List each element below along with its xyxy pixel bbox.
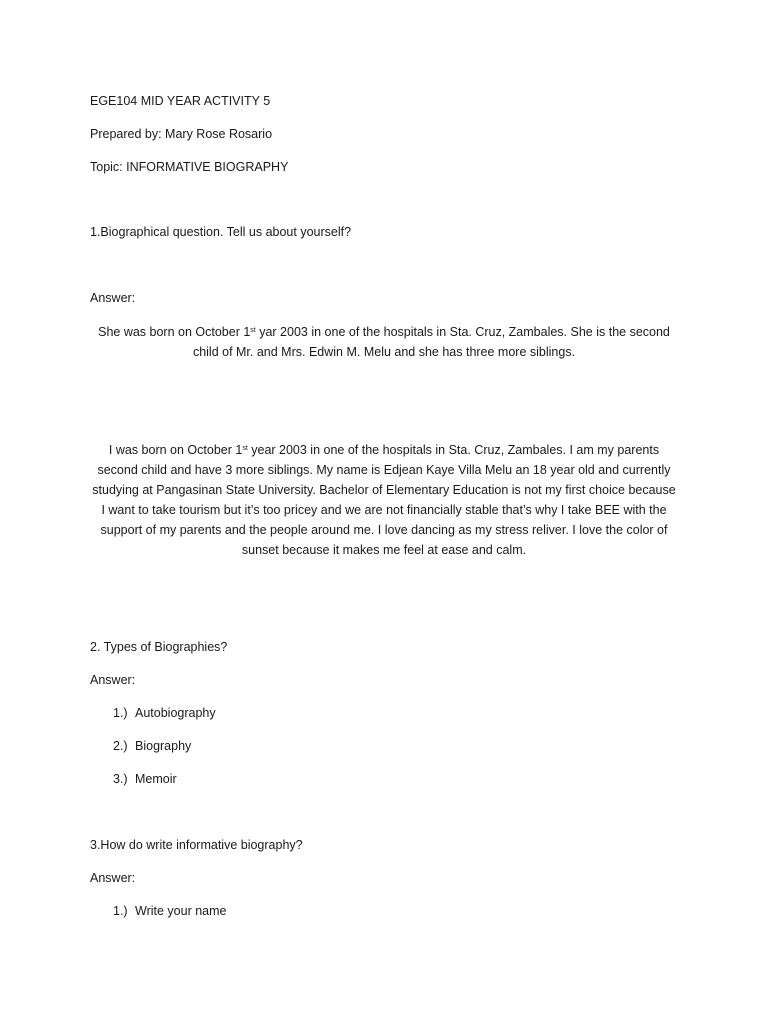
- question-2: 2. Types of Biographies?: [90, 640, 228, 654]
- list-item: 1.) Write your name: [113, 904, 227, 918]
- list-item: 2.) Biography: [113, 739, 192, 753]
- answer-label-1: Answer:: [90, 291, 136, 305]
- answer-paragraph-third-person: She was born on October 1st yar 2003 in one of the hospitals in Sta. Cruz, Zambales. She is the second child of Mr. and Mrs. Edwin M. Melu and she has three more siblings.: [98, 325, 670, 359]
- answer-paragraph-first-person: I was born on October 1st year 2003 in one of the hospitals in Sta. Cruz, Zambales. I am my parents second child and have 3 more siblings. My name is Edjean Kaye Villa Melu an 18 year old and currently studying at Pangasinan State University. Bachelor of Elementary Education is not my first choice because I want to take tourism but it’s too pricey and we are not financially stable that’s why I take BEE with the support of my parents and the people around me. I love dancing as my stress reliver. I love the color of sunset because it makes me feel at ease and calm.: [92, 443, 676, 557]
- prepared-by: Prepared by: Mary Rose Rosario: [90, 127, 273, 141]
- list-item: 1.) Autobiography: [113, 706, 216, 720]
- answer-label-3: Answer:: [90, 871, 136, 885]
- question-1: 1.Biographical question. Tell us about yourself?: [90, 225, 352, 239]
- list-item: 3.) Memoir: [113, 772, 177, 786]
- question-3: 3.How do write informative biography?: [90, 838, 303, 852]
- answer-label-2: Answer:: [90, 673, 136, 687]
- course-title: EGE104 MID YEAR ACTIVITY 5: [90, 94, 271, 108]
- topic: Topic: INFORMATIVE BIOGRAPHY: [90, 160, 289, 174]
